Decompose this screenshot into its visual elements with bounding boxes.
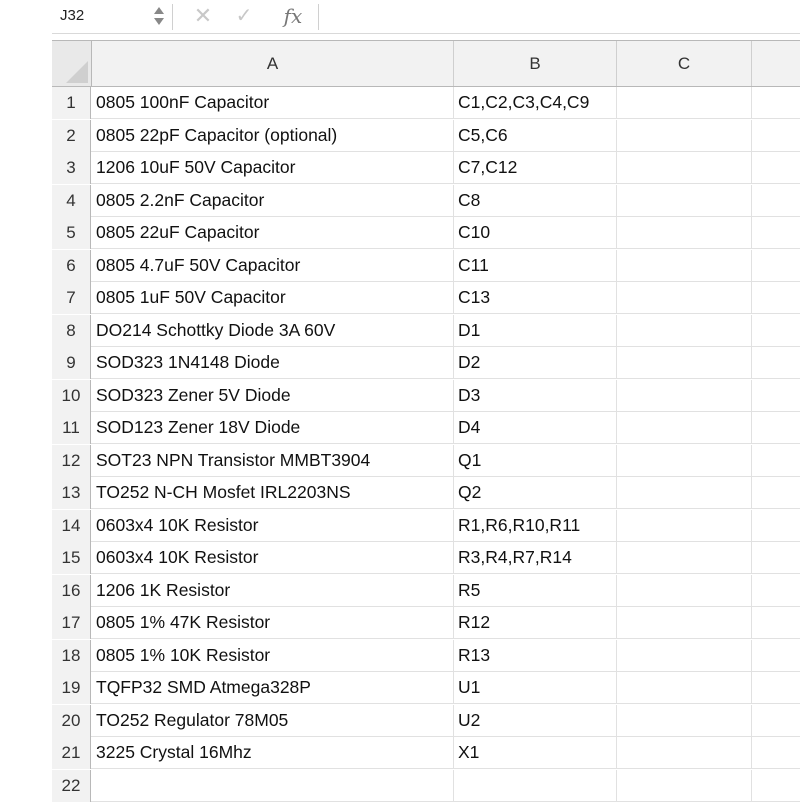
table-row	[52, 87, 800, 119]
table-row	[52, 412, 800, 444]
cell-a[interactable]: 0805 1uF 50V Capacitor	[92, 282, 454, 313]
cell-c[interactable]	[617, 575, 752, 606]
select-all-corner[interactable]	[52, 41, 92, 86]
column-header-d[interactable]	[752, 41, 800, 86]
cell-c[interactable]	[617, 737, 752, 768]
table-row	[52, 120, 800, 152]
table-row	[52, 217, 800, 249]
insert-function-icon[interactable]: fx	[283, 4, 303, 28]
cell-a[interactable]: 3225 Crystal 16Mhz	[92, 737, 454, 768]
cell-b[interactable]: C5,C6	[454, 120, 617, 151]
cell-c[interactable]	[617, 640, 752, 671]
cell-d[interactable]	[752, 250, 800, 281]
cell-d[interactable]	[752, 87, 800, 118]
cell-d[interactable]	[752, 152, 800, 183]
row-header[interactable]: 16	[52, 575, 91, 607]
row-header[interactable]: 4	[52, 185, 91, 217]
row-header[interactable]: 3	[52, 152, 91, 184]
cell-a[interactable]: TO252 Regulator 78M05	[92, 705, 454, 736]
cell-c[interactable]	[617, 380, 752, 411]
table-row	[52, 770, 800, 802]
row-header[interactable]: 17	[52, 607, 91, 639]
cell-a[interactable]: SOT23 NPN Transistor MMBT3904	[92, 445, 454, 476]
cancel-icon[interactable]: ✕	[193, 3, 213, 28]
cell-d[interactable]	[752, 315, 800, 346]
cell-b[interactable]: C10	[454, 217, 617, 248]
column-header-a[interactable]: A	[92, 41, 454, 86]
cell-b[interactable]: U1	[454, 672, 617, 703]
formula-bar	[52, 0, 800, 34]
cell-c[interactable]	[617, 705, 752, 736]
cell-a[interactable]: 0805 1% 10K Resistor	[92, 640, 454, 671]
cell-d[interactable]	[752, 412, 800, 443]
cell-c[interactable]	[617, 770, 752, 801]
cell-b[interactable]: D4	[454, 412, 617, 443]
cell-a[interactable]: 0603x4 10K Resistor	[92, 542, 454, 573]
chevron-down-icon[interactable]	[154, 18, 164, 25]
cell-b[interactable]: C8	[454, 185, 617, 216]
cell-d[interactable]	[752, 510, 800, 541]
name-box-stepper[interactable]	[152, 5, 166, 27]
cell-d[interactable]	[752, 445, 800, 476]
cell-c[interactable]	[617, 152, 752, 183]
cell-b[interactable]: D2	[454, 347, 617, 378]
row-header[interactable]: 10	[52, 380, 91, 412]
cell-a[interactable]: 0805 2.2nF Capacitor	[92, 185, 454, 216]
cell-a[interactable]: 0805 22pF Capacitor (optional)	[92, 120, 454, 151]
cell-c[interactable]	[617, 120, 752, 151]
cell-b[interactable]: R1,R6,R10,R11	[454, 510, 617, 541]
cell-c[interactable]	[617, 510, 752, 541]
cell-d[interactable]	[752, 737, 800, 768]
spreadsheet-grid	[52, 40, 800, 801]
row-header[interactable]: 22	[52, 770, 91, 802]
table-row	[52, 672, 800, 704]
table-row	[52, 380, 800, 412]
cell-a[interactable]: SOD323 Zener 5V Diode	[92, 380, 454, 411]
cell-c[interactable]	[617, 445, 752, 476]
cell-d[interactable]	[752, 607, 800, 638]
cell-c[interactable]	[617, 607, 752, 638]
table-row	[52, 705, 800, 737]
row-header[interactable]: 2	[52, 120, 91, 152]
cell-d[interactable]	[752, 477, 800, 508]
cell-b[interactable]: C11	[454, 250, 617, 281]
select-all-icon	[66, 61, 88, 83]
cell-d[interactable]	[752, 640, 800, 671]
cell-b[interactable]: R3,R4,R7,R14	[454, 542, 617, 573]
name-box[interactable]: J32	[60, 7, 85, 24]
row-header[interactable]: 13	[52, 477, 91, 509]
row-header[interactable]: 8	[52, 315, 91, 347]
cell-d[interactable]	[752, 185, 800, 216]
cell-d[interactable]	[752, 282, 800, 313]
cell-b[interactable]: R12	[454, 607, 617, 638]
cell-b[interactable]: U2	[454, 705, 617, 736]
cell-a[interactable]: SOD123 Zener 18V Diode	[92, 412, 454, 443]
cell-a[interactable]: 0603x4 10K Resistor	[92, 510, 454, 541]
cell-c[interactable]	[617, 672, 752, 703]
cell-c[interactable]	[617, 250, 752, 281]
cell-a[interactable]: 1206 1K Resistor	[92, 575, 454, 606]
table-row	[52, 282, 800, 314]
row-header[interactable]: 19	[52, 672, 91, 704]
cell-d[interactable]	[752, 705, 800, 736]
cell-d[interactable]	[752, 770, 800, 801]
table-row	[52, 445, 800, 477]
cell-a[interactable]: 0805 4.7uF 50V Capacitor	[92, 250, 454, 281]
row-header[interactable]: 6	[52, 250, 91, 282]
column-header-c[interactable]: C	[617, 41, 752, 86]
table-row	[52, 542, 800, 574]
table-row	[52, 737, 800, 769]
row-header[interactable]: 20	[52, 705, 91, 737]
cell-b[interactable]: R5	[454, 575, 617, 606]
cell-d[interactable]	[752, 542, 800, 573]
cell-b[interactable]: C13	[454, 282, 617, 313]
table-row	[52, 607, 800, 639]
cell-a[interactable]: SOD323 1N4148 Diode	[92, 347, 454, 378]
table-row	[52, 152, 800, 184]
cell-d[interactable]	[752, 380, 800, 411]
cell-d[interactable]	[752, 575, 800, 606]
cell-a[interactable]	[92, 770, 454, 801]
cell-b[interactable]: Q2	[454, 477, 617, 508]
cell-c[interactable]	[617, 282, 752, 313]
cell-c[interactable]	[617, 542, 752, 573]
row-header[interactable]: 14	[52, 510, 91, 542]
cell-b[interactable]	[454, 770, 617, 801]
cell-c[interactable]	[617, 185, 752, 216]
row-header[interactable]: 7	[52, 282, 91, 314]
formula-bar-divider	[318, 4, 319, 30]
column-header-row	[52, 41, 800, 87]
cell-a[interactable]: DO214 Schottky Diode 3A 60V	[92, 315, 454, 346]
table-row	[52, 250, 800, 282]
row-header[interactable]: 21	[52, 737, 91, 769]
cell-c[interactable]	[617, 477, 752, 508]
cell-b[interactable]: D3	[454, 380, 617, 411]
cell-b[interactable]: Q1	[454, 445, 617, 476]
cell-a[interactable]: 0805 100nF Capacitor	[92, 87, 454, 118]
cell-a[interactable]: 0805 1% 47K Resistor	[92, 607, 454, 638]
cell-d[interactable]	[752, 347, 800, 378]
cell-b[interactable]: D1	[454, 315, 617, 346]
row-header[interactable]: 15	[52, 542, 91, 574]
table-row	[52, 575, 800, 607]
formula-input[interactable]	[324, 4, 794, 30]
cell-c[interactable]	[617, 87, 752, 118]
row-header[interactable]: 12	[52, 445, 91, 477]
cell-a[interactable]: TQFP32 SMD Atmega328P	[92, 672, 454, 703]
cell-d[interactable]	[752, 672, 800, 703]
row-header[interactable]: 5	[52, 217, 91, 249]
cell-c[interactable]	[617, 347, 752, 378]
cell-c[interactable]	[617, 412, 752, 443]
cell-a[interactable]: 0805 22uF Capacitor	[92, 217, 454, 248]
check-icon[interactable]: ✓	[235, 5, 253, 27]
cell-d[interactable]	[752, 217, 800, 248]
table-row	[52, 640, 800, 672]
cell-b[interactable]: C7,C12	[454, 152, 617, 183]
column-header-b[interactable]: B	[454, 41, 617, 86]
row-header[interactable]: 11	[52, 412, 91, 444]
cell-b[interactable]: C1,C2,C3,C4,C9	[454, 87, 617, 118]
cell-b[interactable]: R13	[454, 640, 617, 671]
row-header[interactable]: 18	[52, 640, 91, 672]
row-header[interactable]: 1	[52, 87, 91, 119]
cell-a[interactable]: 1206 10uF 50V Capacitor	[92, 152, 454, 183]
formula-bar-divider	[172, 4, 173, 30]
table-row	[52, 477, 800, 509]
row-header[interactable]: 9	[52, 347, 91, 379]
cell-c[interactable]	[617, 315, 752, 346]
cell-c[interactable]	[617, 217, 752, 248]
table-row	[52, 185, 800, 217]
cell-b[interactable]: X1	[454, 737, 617, 768]
chevron-up-icon[interactable]	[154, 7, 164, 14]
cell-d[interactable]	[752, 120, 800, 151]
table-row	[52, 510, 800, 542]
table-row	[52, 315, 800, 347]
table-row	[52, 347, 800, 379]
cell-a[interactable]: TO252 N-CH Mosfet IRL2203NS	[92, 477, 454, 508]
